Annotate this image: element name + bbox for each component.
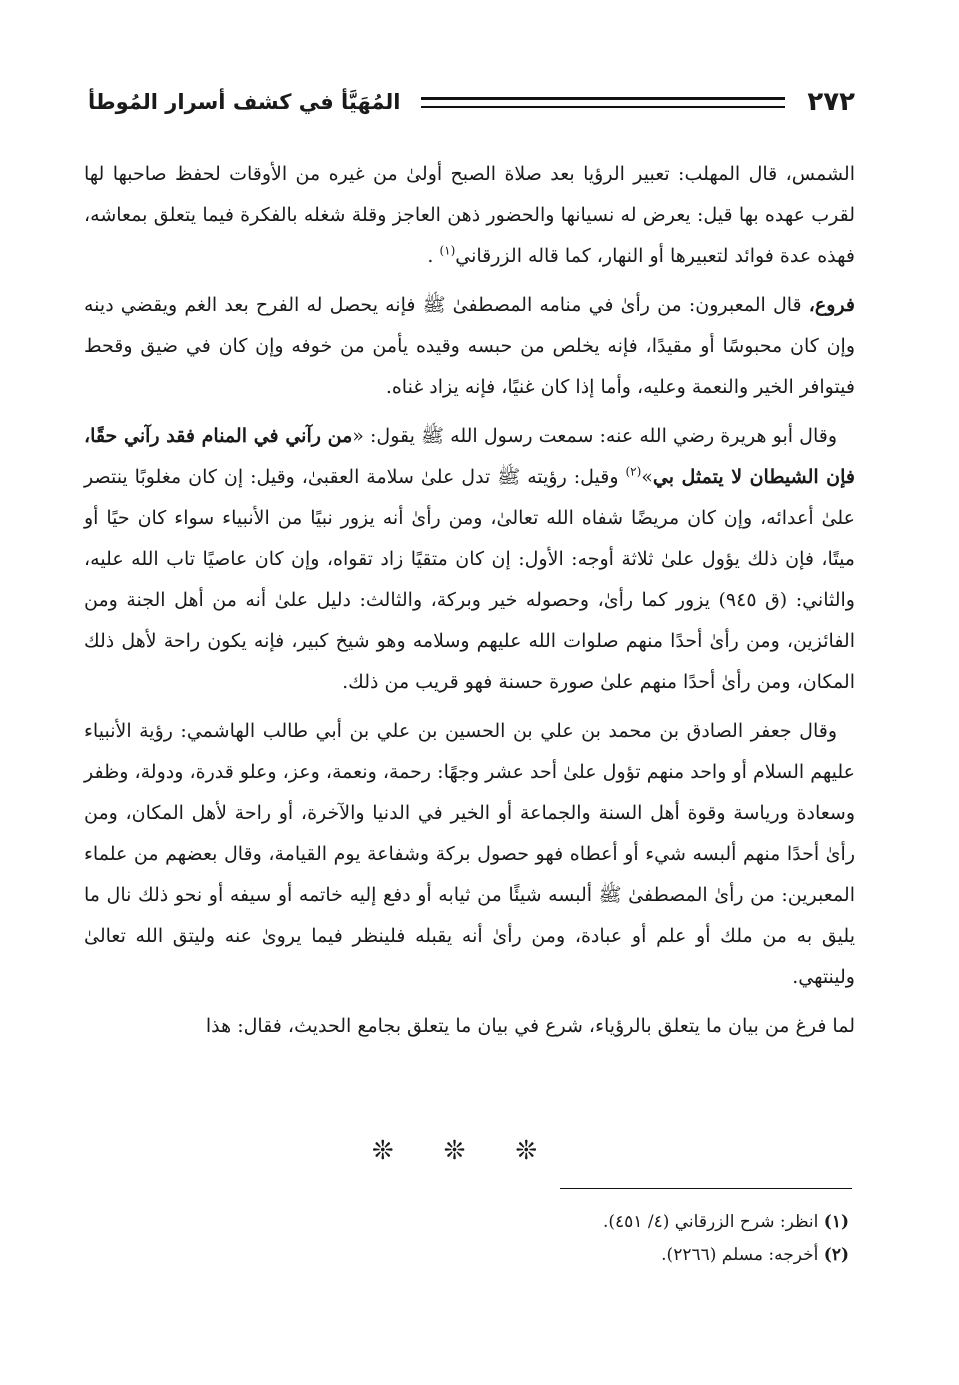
header-rule bbox=[421, 97, 786, 108]
paragraph-5 bbox=[84, 1006, 855, 1047]
footnote-2-number: (٢) bbox=[823, 1245, 849, 1265]
paragraph-2-text: قال المعبرون: من رأىٰ في منامه المصطفىٰ ﷺ فإنه يحصل له الفرح بعد الغم ويقضي دينه وإن كان محبوسًا أو مقيدًا، فإنه يخلص من حبسه وقيده يأمن من خوفه وإن كان في ضيق وقحط فيتوافر الخير والنعمة وعليه، وأما إذا كان غنيًا، فإنه يزاد غناه. bbox=[84, 294, 855, 398]
paragraph-4 bbox=[84, 711, 855, 998]
footnote-1-text: انظر: شرح الزرقاني (٤/ ٤٥١). bbox=[602, 1212, 824, 1232]
paragraph-5-text: لما فرغ من بيان ما يتعلق بالرؤياء، شرع في بيان ما يتعلق بجامع الحديث، فقال: هذا bbox=[205, 1015, 855, 1037]
footnote-2 bbox=[149, 1239, 849, 1272]
section-lead-furu: فروع، bbox=[808, 294, 855, 316]
paragraph-3-body: وقيل: رؤيته ﷺ تدل علىٰ سلامة العقبىٰ، وقيل: إن كان مغلوبًا ينتصر علىٰ أعدائه، وإن كان مريضًا شفاه الله تعالىٰ، ومن رأىٰ أنه يزور نبيًا من الأنبياء سواء كان حيًا أو ميتًا، فإن ذلك يؤول علىٰ ثلاثة أوجه: الأول: إن كان متقيًا زاد تقواه، وإن كان عاصيًا تاب الله عليه، والثاني: (ق ٩٤٥) يزور كما رأىٰ، وحصوله خير وبركة، والثالث: دليل علىٰ أنه من أهل الجنة ومن الفائزين، ومن رأىٰ أحدًا منهم صلوات الله عليهم وسلامه وهو شيخ كبير، فإنه يكون راحة لأهل ذلك المكان، ومن رأىٰ أحدًا منهم علىٰ صورة حسنة فهو قريب من ذلك. bbox=[84, 466, 855, 693]
paragraph-3 bbox=[84, 416, 855, 703]
footnotes bbox=[149, 1206, 849, 1272]
footnote-ref-2: (٢) bbox=[625, 464, 642, 479]
hadith-close-quote: » bbox=[641, 466, 653, 488]
footnote-rule bbox=[560, 1188, 852, 1189]
running-header bbox=[88, 84, 855, 120]
footnote-1 bbox=[149, 1206, 849, 1239]
paragraph-4-text: وقال جعفر الصادق بن محمد بن علي بن الحسين بن علي بن أبي طالب الهاشمي: رؤية الأنبياء عليهم السلام أو واحد منهم تؤول علىٰ أحد عشر وجهًا: رحمة، ونعمة، وعز، وعلو قدرة، ودولة، وظفر وسعادة ورياسة وقوة أهل السنة والجماعة أو الخير في الدنيا والآخرة، أو راحة لأهل المكان، ومن رأىٰ أحدًا منهم ألبسه شيء أو أعطاه فهو حصول بركة وشفاعة يوم القيامة، وقال بعضهم من علماء المعبرين: من رأىٰ المصطفىٰ ﷺ ألبسه شيئًا من ثيابه أو دفع إليه خاتمه أو سيفه أو نحو ذلك نال ما يليق به من ملك أو علم أو عبادة، ومن رأىٰ أنه يقبله فلينظر فيما يروىٰ عنه وليتق الله تعالىٰ ولينتهي. bbox=[84, 720, 856, 988]
book-title: المُهَيَّأ في كشف أسرار المُوطأ bbox=[88, 90, 401, 114]
paragraph-3-intro: وقال أبو هريرة رضي الله عنه: سمعت رسول الله ﷺ يقول: « bbox=[352, 425, 837, 447]
hadith-text: من رآني في المنام فقد رآني حقًا، فإن الشيطان لا يتمثل بي bbox=[84, 425, 856, 488]
paragraph-1 bbox=[84, 154, 855, 277]
paragraph-1-end: . bbox=[427, 245, 440, 267]
footnote-ref-1: (١) bbox=[439, 243, 456, 258]
main-text bbox=[84, 154, 855, 1051]
footnote-2-text: أخرجه: مسلم (٢٢٦٦). bbox=[661, 1245, 824, 1265]
section-divider-stars: ❊❊❊ bbox=[371, 1136, 588, 1166]
footnote-1-number: (١) bbox=[823, 1212, 849, 1232]
paragraph-1-text: الشمس، قال المهلب: تعبير الرؤيا بعد صلاة الصبح أولىٰ من غيره من الأوقات لحفظ صاحبها لها لقرب عهده بها قيل: يعرض له نسيانها والحضور ذهن العاجز وقلة شغله بالفكرة فيما يتعلق بمعاشه، فهذه عدة فوائد لتعبيرها أو النهار، كما قاله الزرقاني bbox=[84, 163, 855, 267]
paragraph-2 bbox=[84, 285, 855, 408]
page-number: ٢٧٢ bbox=[807, 87, 855, 117]
